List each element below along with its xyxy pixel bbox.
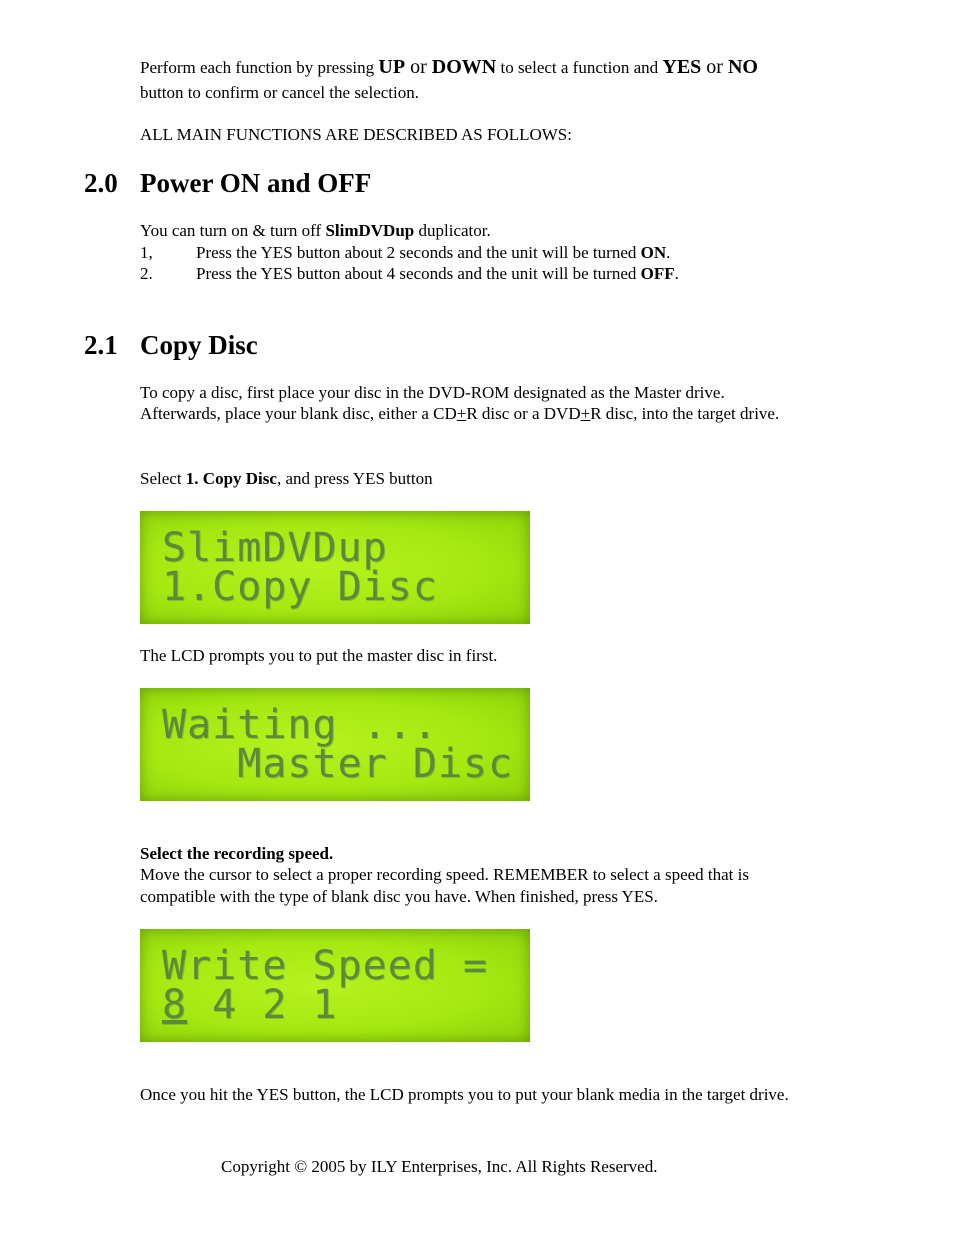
product-name: SlimDVDup bbox=[325, 221, 415, 240]
section-2-0-title: Power ON and OFF bbox=[140, 168, 372, 198]
lcd-line-2 bbox=[162, 982, 338, 1028]
lcd-display-waiting bbox=[140, 688, 530, 801]
lcd-line-1: Waiting ... bbox=[162, 702, 438, 748]
power-item-end: . bbox=[674, 264, 679, 283]
plus-minus-sign: + bbox=[580, 404, 591, 423]
intro-text: Perform each function by pressing bbox=[140, 58, 379, 77]
down-keyword: DOWN bbox=[431, 56, 497, 78]
power-item-text: Press the YES button about 2 seconds and the unit will be turned bbox=[196, 243, 641, 262]
yes-keyword: YES bbox=[662, 56, 702, 78]
or-text: or bbox=[701, 56, 728, 78]
section-2-0-number: 2.0 bbox=[84, 168, 118, 198]
speed-cursor: 8 bbox=[162, 982, 188, 1028]
power-lead bbox=[140, 220, 491, 241]
master-disc-prompt: The LCD prompts you to put the master disc in first. bbox=[140, 646, 498, 665]
lcd-display-write-speed bbox=[140, 929, 530, 1042]
power-item-number: 2. bbox=[140, 264, 153, 283]
select-text: , and press YES button bbox=[276, 469, 433, 488]
lcd-line-1: Write Speed = bbox=[162, 943, 489, 989]
power-item-end: . bbox=[666, 243, 671, 262]
copy-intro-text: R disc, into the target drive. bbox=[590, 404, 780, 423]
speed-heading: Select the recording speed. bbox=[140, 844, 334, 863]
copy-intro-text: R disc or a DVD bbox=[466, 404, 581, 423]
speed-text-2: compatible with the type of blank disc you have. When finished, press YES. bbox=[140, 887, 658, 906]
lcd-line-1: SlimDVDup bbox=[162, 525, 388, 571]
lcd-line-2: Master Disc bbox=[162, 741, 514, 787]
blank-media-prompt: Once you hit the YES button, the LCD prompts you to put your blank media in the target drive. bbox=[140, 1085, 789, 1104]
speed-options: 4 2 1 bbox=[187, 982, 338, 1028]
intro-text: to select a function and bbox=[496, 58, 663, 77]
power-on-keyword: ON bbox=[640, 243, 667, 262]
power-lead-text: You can turn on & turn off bbox=[140, 221, 326, 240]
copy-intro-line-1: To copy a disc, first place your disc in the DVD-ROM designated as the Master drive. bbox=[140, 383, 725, 402]
intro-line-2: button to confirm or cancel the selection. bbox=[140, 83, 419, 102]
lcd-display-copy-disc bbox=[140, 511, 530, 624]
power-item bbox=[196, 242, 670, 263]
section-2-1-title: Copy Disc bbox=[140, 330, 258, 360]
power-off-keyword: OFF bbox=[640, 264, 675, 283]
speed-text-1: Move the cursor to select a proper recording speed. REMEMBER to select a speed that is bbox=[140, 865, 749, 884]
power-item-number: 1, bbox=[140, 243, 153, 262]
select-copy-instruction bbox=[140, 468, 433, 489]
intro-line-1 bbox=[140, 57, 758, 78]
intro-all-functions: ALL MAIN FUNCTIONS ARE DESCRIBED AS FOLLOWS: bbox=[140, 125, 572, 144]
power-item bbox=[196, 263, 679, 284]
power-item-text: Press the YES button about 4 seconds and the unit will be turned bbox=[196, 264, 641, 283]
power-lead-text: duplicator. bbox=[414, 221, 491, 240]
plus-minus-sign: + bbox=[456, 404, 467, 423]
copyright-footer: Copyright © 2005 by ILY Enterprises, Inc. All Rights Reserved. bbox=[221, 1157, 658, 1176]
no-keyword: NO bbox=[727, 56, 758, 78]
section-2-1-number: 2.1 bbox=[84, 330, 118, 360]
copy-intro-line-2 bbox=[140, 403, 779, 424]
copy-intro-text: Afterwards, place your blank disc, either a CD bbox=[140, 404, 457, 423]
lcd-line-2: 1.Copy Disc bbox=[162, 564, 438, 610]
or-text: or bbox=[405, 56, 432, 78]
up-keyword: UP bbox=[378, 56, 406, 78]
menu-item-name: 1. Copy Disc bbox=[185, 469, 277, 488]
select-text: Select bbox=[140, 469, 186, 488]
